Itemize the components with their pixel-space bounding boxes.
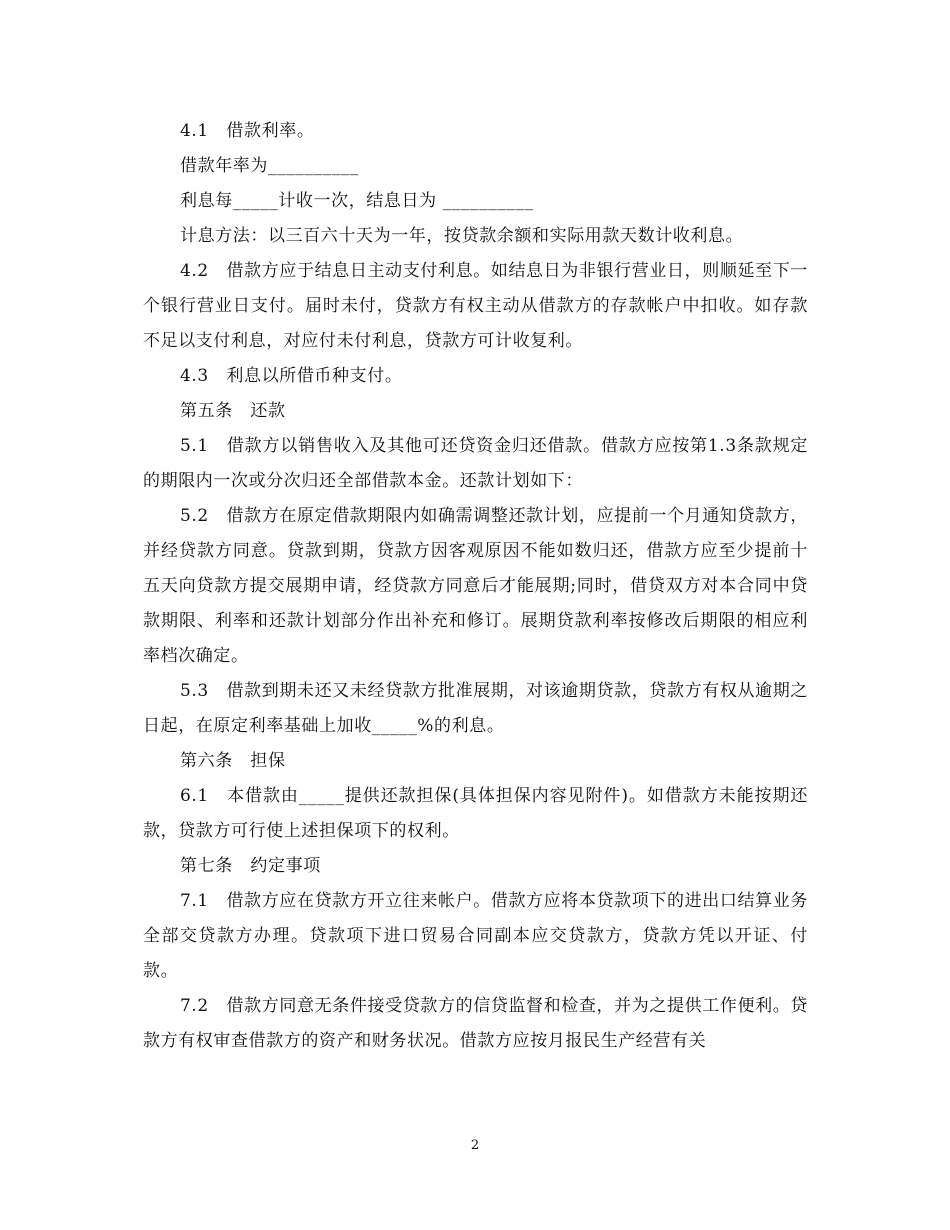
page-number: 2	[470, 1138, 480, 1153]
document-body	[143, 114, 808, 1059]
paragraph-7-1: 7.1 借款方应在贷款方开立往来帐户。借款方应将本贷款项下的进出口结算业务全部交贷款方办理。贷款项下进口贸易合同副本应交贷款方，贷款方凭以开证、付款。	[143, 891, 808, 981]
paragraph-interest-period: 利息每_____计收一次，结息日为 __________	[180, 191, 534, 211]
paragraph-annual-rate: 借款年率为__________	[180, 156, 359, 176]
section-heading-article-7: 第七条 约定事项	[180, 856, 321, 876]
paragraph-4-2: 4.2 借款方应于结息日主动支付利息。如结息日为非银行营业日，则顺延至下一个银行营业日支付。届时未付，贷款方有权主动从借款方的存款帐户中扣收。如存款不足以支付利息，对应付未付利息，贷款方可计收复利。	[143, 261, 808, 351]
paragraph-5-1: 5.1 借款方以销售收入及其他可还贷资金归还借款。借款方应按第1.3条款规定的期限内一次或分次归还全部借款本金。还款计划如下：	[143, 436, 808, 491]
paragraph-4-3: 4.3 利息以所借币种支付。	[180, 366, 403, 386]
paragraph-6-1: 6.1 本借款由_____提供还款担保(具体担保内容见附件)。如借款方未能按期还款，贷款方可行使上述担保项下的权利。	[143, 786, 808, 841]
paragraph-5-3: 5.3 借款到期未还又未经贷款方批准展期，对该逾期贷款，贷款方有权从逾期之日起，在原定利率基础上加收_____%的利息。	[143, 681, 808, 736]
section-heading-article-5: 第五条 还款	[180, 401, 286, 421]
paragraph-4-1: 4.1 借款利率。	[180, 121, 315, 141]
paragraph-5-2: 5.2 借款方在原定借款期限内如确需调整还款计划，应提前一个月通知贷款方，并经贷款方同意。贷款到期，贷款方因客观原因不能如数归还，借款方应至少提前十五天向贷款方提交展期申请，经贷款方同意后才能展期;同时，借贷双方对本合同中贷款期限、利率和还款计划部分作出补充和修订。展期贷款利率按修改后期限的相应利率档次确定。	[143, 506, 808, 666]
paragraph-7-2: 7.2 借款方同意无条件接受贷款方的信贷监督和检查，并为之提供工作便利。贷款方有权审查借款方的资产和财务状况。借款方应按月报民生产经营有关	[143, 996, 808, 1051]
section-heading-article-6: 第六条 担保	[180, 751, 286, 771]
paragraph-interest-method: 计息方法：以三百六十天为一年，按贷款余额和实际用款天数计收利息。	[180, 226, 744, 246]
